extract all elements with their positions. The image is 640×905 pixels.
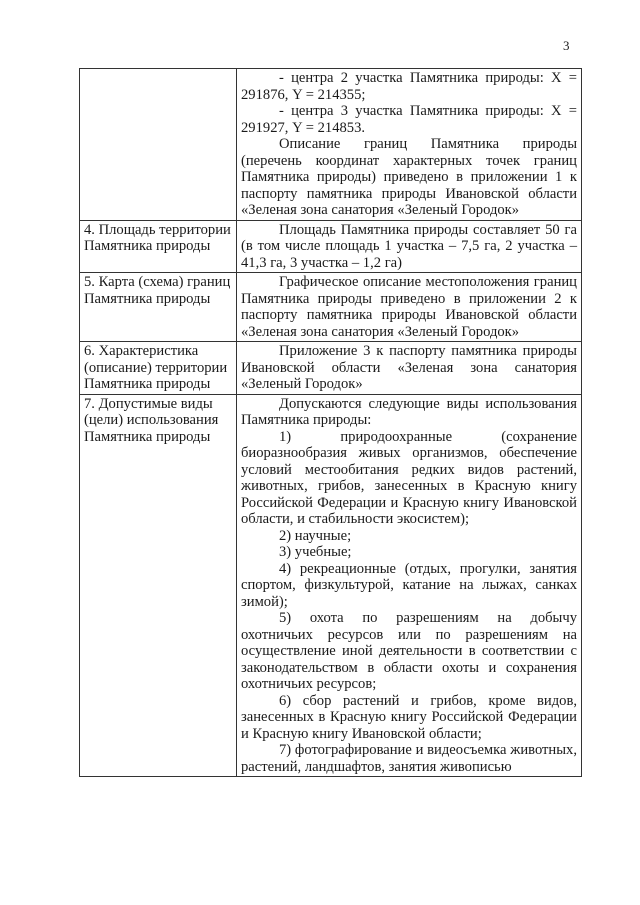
row-content — [237, 394, 582, 777]
page-number: 3 — [563, 38, 570, 53]
paragraph: 1) природоохранные (сохранение биоразнообразия живых организмов, обеспечение условий местообитания редких видов растений, животных, грибов, занесенных в Красную книгу Российской Федерации и Красную книгу Ивановской области, и стабильности экосистем); — [241, 428, 577, 527]
table-row — [80, 69, 582, 221]
paragraph: 7) фотографирование и видеосъемка животных, растений, ландшафтов, занятия живописью — [241, 742, 577, 775]
row-content — [237, 342, 582, 395]
table-row — [80, 273, 582, 342]
table-row — [80, 220, 582, 273]
paragraph: - центра 2 участка Памятника природы: Х = 291876, Y = 214355; — [241, 70, 577, 103]
paragraph: 3) учебные; — [279, 544, 352, 560]
row-label: 5. Карта (схема) границ Памятника природы — [80, 273, 237, 342]
row-label: 6. Характеристика (описание) территории Памятника природы — [80, 342, 237, 395]
paragraph: 5) охота по разрешениям на добычу охотничьих ресурсов или по разрешениям на осуществление иной деятельности в соответствии с законодательством в области охоты и сохранения охотничьих ресурсов; — [241, 610, 577, 692]
row-label: 7. Допустимые виды (цели) использования Памятника природы — [80, 394, 237, 777]
paragraph: 6) сбор растений и грибов, кроме видов, занесенных в Красную книгу Российской Федерации и Красную книгу Ивановской области; — [241, 692, 577, 742]
passport-table — [79, 68, 582, 777]
paragraph: Площадь Памятника природы составляет 50 га (в том числе площадь 1 участка – 7,5 га, 2 участка – 41,3 га, 3 участка – 1,2 га) — [241, 221, 577, 271]
paragraph: 2) научные; — [279, 527, 352, 544]
paragraph: 4) рекреационные (отдых, прогулки, занятия спортом, физкультурой, катание на лыжах, санках зимой); — [241, 560, 577, 610]
row-label — [80, 69, 237, 221]
paragraph: Описание границ Памятника природы (перечень координат характерных точек границ Памятника природы) приведено в приложении 1 к паспорту памятника природы Ивановской области «Зеленая зона санатория «Зеленый Городок» — [241, 136, 577, 218]
paragraph: Графическое описание местоположения границ Памятника природы приведено в приложении 2 к паспорту памятника природы Ивановской области «Зеленая зона санатория «Зеленый Городок» — [241, 274, 577, 340]
table-row — [80, 342, 582, 395]
paragraph: Приложение 3 к паспорту памятника природы Ивановской области «Зеленая зона санатория «Зеленый Городок» — [241, 343, 577, 392]
row-content — [237, 273, 582, 342]
paragraph: - центра 3 участка Памятника природы: Х = 291927, Y = 214853. — [241, 103, 577, 136]
row-label: 4. Площадь территории Памятника природы — [80, 220, 237, 273]
row-content — [237, 220, 582, 273]
table-row — [80, 394, 582, 777]
paragraph: Допускаются следующие виды использования Памятника природы: — [241, 395, 577, 428]
row-content — [237, 69, 582, 221]
